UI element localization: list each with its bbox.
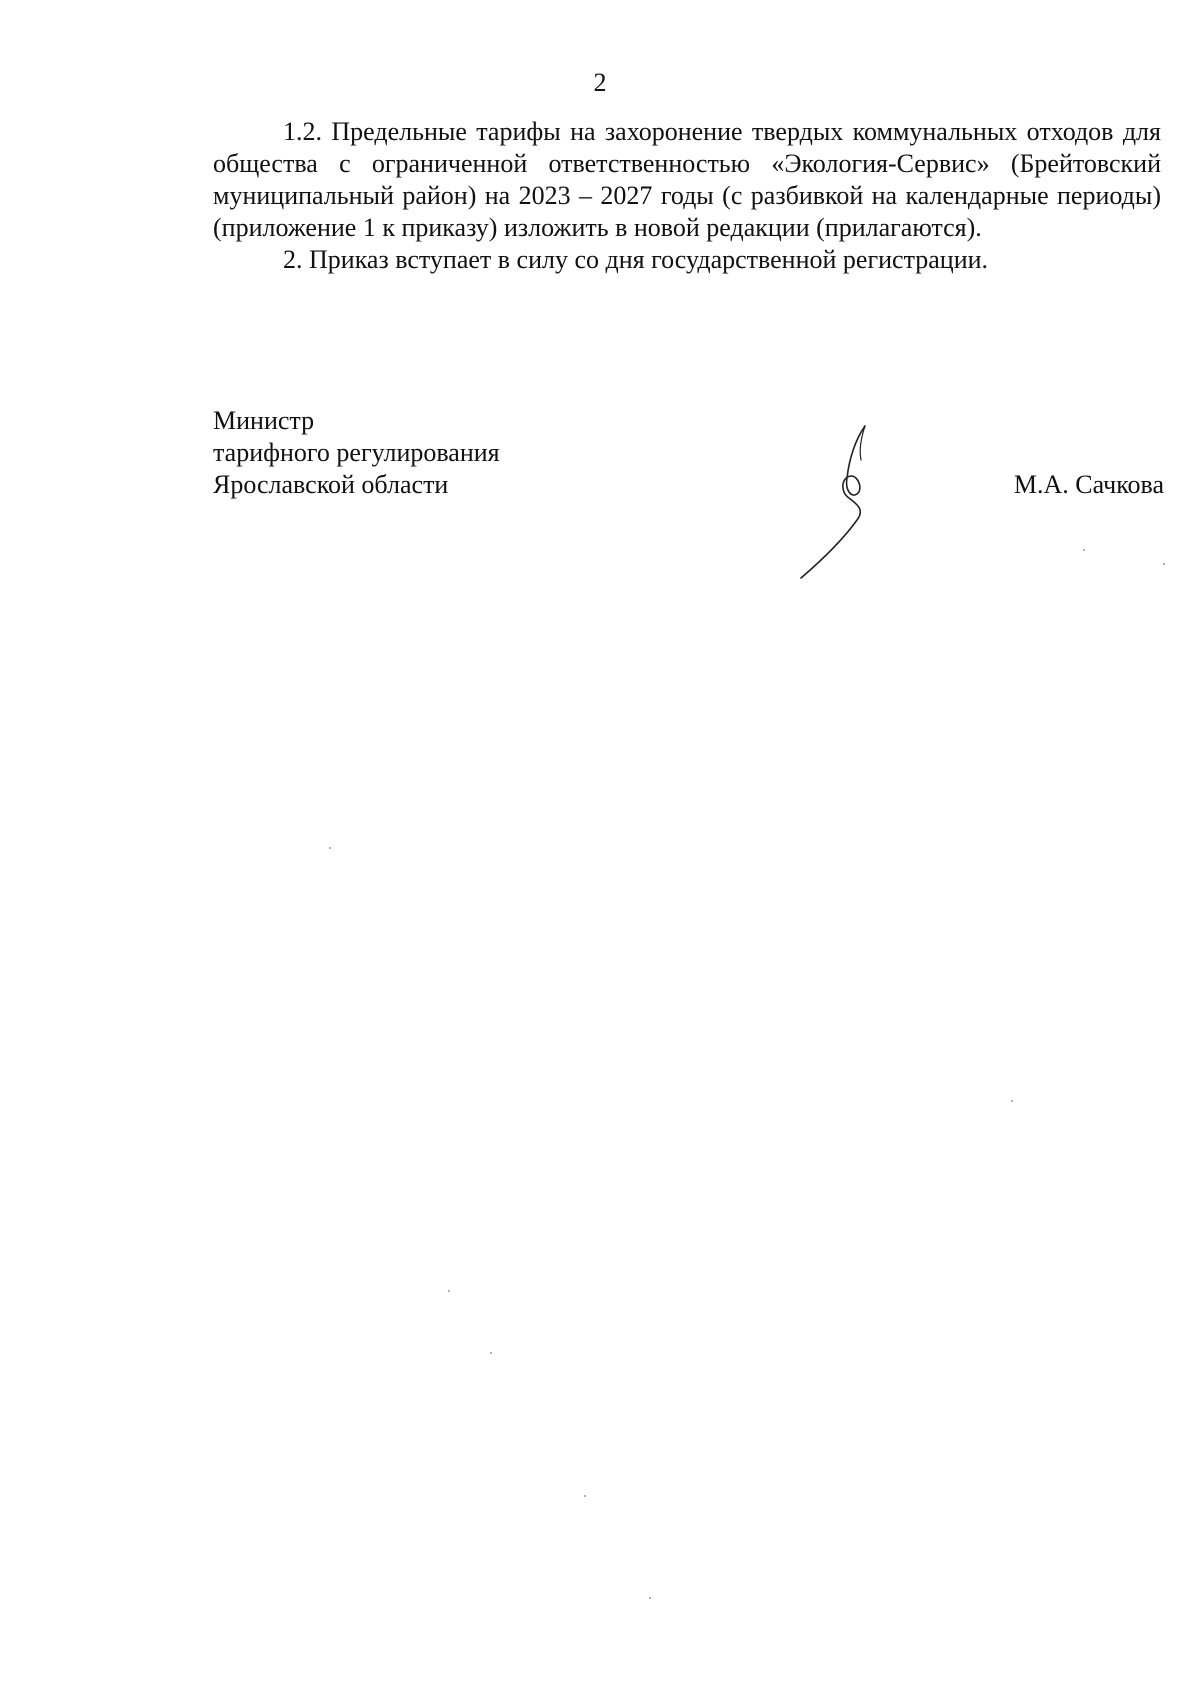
signatory-position-line: Министр (213, 406, 315, 435)
scan-speck (448, 1290, 450, 1292)
scan-speck (1011, 1100, 1013, 1102)
signatory-position-line: тарифного регулирования (213, 438, 500, 467)
signatory-position (213, 405, 500, 501)
scan-speck (584, 1495, 586, 1497)
page-number: 2 (593, 68, 607, 97)
scan-speck (1083, 549, 1085, 551)
signatory-name: М.А. Сачкова (1013, 470, 1164, 499)
handwritten-signature (795, 420, 895, 580)
document-body (213, 116, 1161, 276)
paragraph-1-2: 1.2. Предельные тарифы на захоронение твердых коммунальных отходов для общества с ограниченной ответственностью «Экология-Сервис» (Брейтовский муниципальный район) на 2023 – 2027 годы (с разбивкой на календарные периоды) (приложение 1 к приказу) изложить в новой редакции (прилагаются). (213, 117, 1161, 242)
scan-speck (490, 1352, 492, 1354)
scan-speck (329, 847, 331, 849)
scan-speck (649, 1597, 651, 1599)
paragraph-2: 2. Приказ вступает в силу со дня государственной регистрации. (283, 245, 989, 274)
signatory-position-line: Ярославской области (213, 470, 449, 499)
scan-speck (1163, 563, 1165, 565)
